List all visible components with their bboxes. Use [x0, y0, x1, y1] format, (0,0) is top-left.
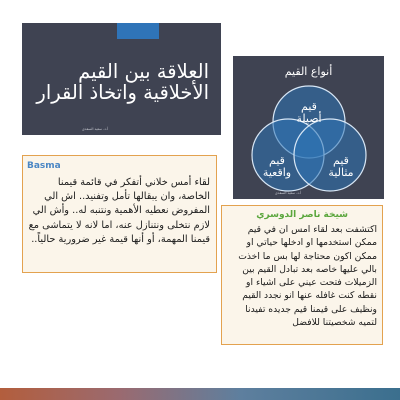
bottom-gradient-bar: [0, 388, 400, 400]
circle-label-left: قيم واقعية: [262, 154, 292, 179]
comment-author: Basma: [27, 161, 61, 171]
diagram-title: أنواع القيم: [284, 65, 333, 78]
slide-accent-bar: [117, 23, 159, 39]
comment-author: شيخة ناصر الدوسري: [256, 210, 348, 220]
slide-footer: أ.د. سعيد السعدي: [275, 191, 301, 195]
title-slide[interactable]: [22, 23, 221, 135]
diagram-slide[interactable]: [233, 56, 384, 199]
comment-card[interactable]: [22, 155, 217, 273]
slide-footer: أ.د. سعيد السعدي: [82, 127, 108, 131]
comment-text: لقاء أمس خلاني أتفكر في قائمة قيمنا الخاصة، وان يبقالها تأمل وتفنيد.. اش الي المفروض نعطيه الأهمية ونتنبه له.. وأش الي لازم نتخلى ونتنازل عنه، اما لانه لا يتماشى مع قيمنا المهمة، أو أنها قيمة غير ضرورية حالياً..: [28, 177, 210, 245]
comment-card[interactable]: [221, 205, 383, 345]
slide-title: العلاقة بين القيم الأخلاقية واتخاذ القرار: [36, 60, 209, 104]
comment-text: اكتشفت بعد لقاء امس ان في قيم ممكن استخدمها او ادخلها حياتي او ممكن اكون محتاجة لها بس ما اخذت بالي عليها خاصه بعد تبادل القيم بين الزميلات فتحت عيني على اشياء او نقطه كنت غافله عنها انو نجدد القيم ونظيف على قيمنا قيم جديده تفيدنا لتميه شخصيتنا للافضل: [238, 224, 377, 329]
circle-label-top: قيم أصيلة: [296, 100, 322, 125]
circle-label-right: قيم مثالية: [328, 154, 354, 179]
